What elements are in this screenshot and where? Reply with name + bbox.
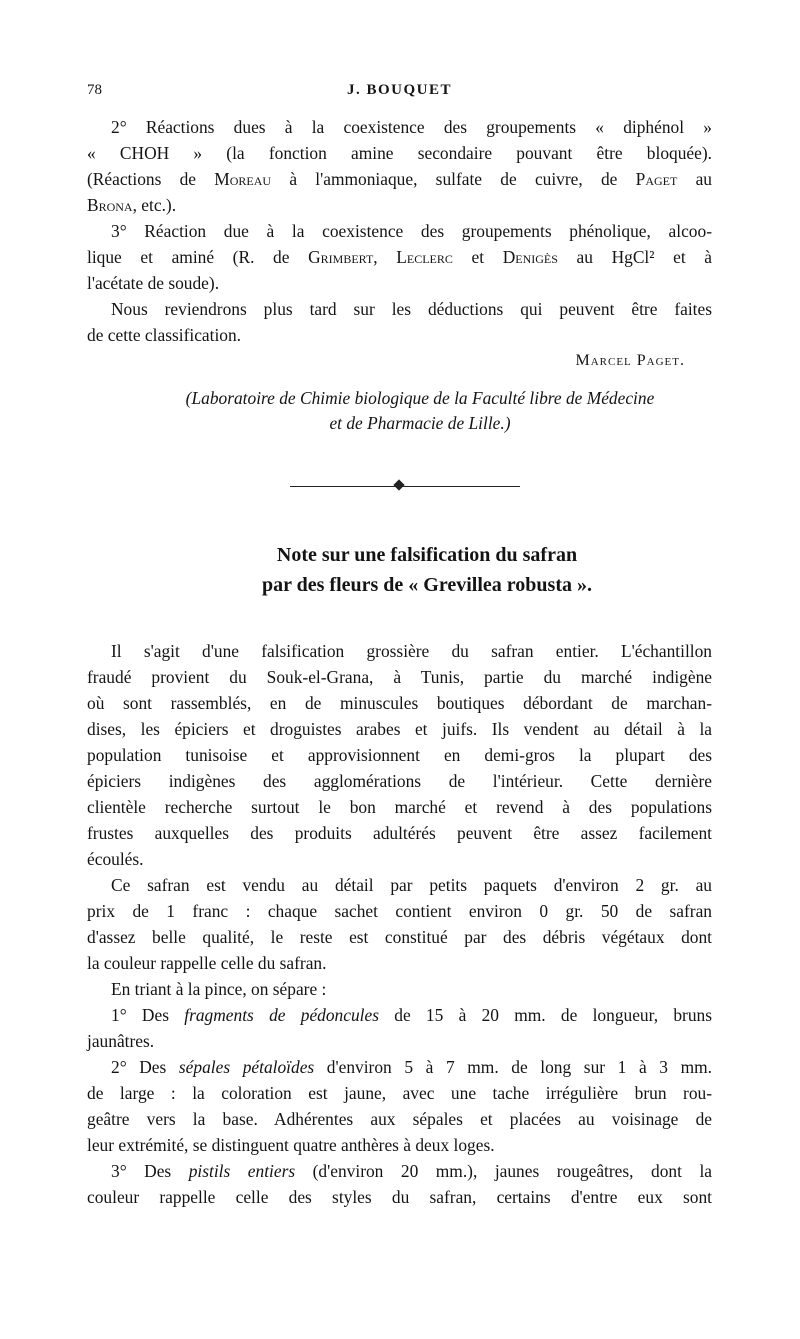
text-line: 2° Des sépales pétaloïdes d'environ 5 à 7 mm. de long sur 1 à 3 mm. bbox=[111, 1057, 712, 1077]
text-line: lique et aminé (R. de Grimbert, Leclerc et Denigès au HgCl² et à bbox=[87, 247, 712, 267]
running-title: J. BOUQUET bbox=[346, 82, 452, 98]
text-line: épiciers indigènes des agglomérations de l'intérieur. Cette dernière bbox=[87, 771, 712, 791]
text-line: 3° Des pistils entiers (d'environ 20 mm.), jaunes rougeâtres, dont la bbox=[111, 1161, 712, 1181]
text-line: clientèle recherche surtout le bon marché et revend à des populations bbox=[87, 797, 712, 817]
text-line: 3° Réaction due à la coexistence des groupements phénolique, alcoo- bbox=[111, 221, 712, 241]
author-signature: Marcel Paget. bbox=[575, 352, 685, 369]
text-line: leur extrémité, se distinguent quatre anthères à deux loges. bbox=[87, 1135, 495, 1155]
text-line: jaunâtres. bbox=[87, 1031, 155, 1051]
affiliation-line: (Laboratoire de Chimie biologique de la Faculté libre de Médecine bbox=[185, 388, 655, 408]
article-title: par des fleurs de « Grevillea robusta ». bbox=[262, 574, 592, 596]
page-number: 78 bbox=[87, 82, 102, 98]
text-line: Ce safran est vendu au détail par petits paquets d'environ 2 gr. au bbox=[111, 875, 712, 895]
text-line: population tunisoise et approvisionnent en demi-gros la plupart des bbox=[87, 745, 712, 765]
text-line: prix de 1 franc : chaque sachet contient environ 0 gr. 50 de safran bbox=[87, 901, 712, 921]
text-line: (Réactions de Moreau à l'ammoniaque, sulfate de cuivre, de Paget au bbox=[87, 169, 712, 189]
text-line: couleur rappelle celle des styles du safran, certains d'entre eux sont bbox=[87, 1187, 712, 1207]
article-title: Note sur une falsification du safran bbox=[276, 544, 578, 566]
text-line: En triant à la pince, on sépare : bbox=[111, 979, 327, 999]
text-line: fraudé provient du Souk-el-Grana, à Tunis, partie du marché indigène bbox=[87, 667, 712, 687]
text-line: de large : la coloration est jaune, avec une tache irrégulière brun rou- bbox=[87, 1083, 712, 1103]
text-line: d'assez belle qualité, le reste est constitué par des débris végétaux dont bbox=[87, 927, 712, 947]
text-line: de cette classification. bbox=[87, 325, 242, 345]
divider-ornament bbox=[393, 479, 404, 490]
affiliation-line: et de Pharmacie de Lille.) bbox=[329, 413, 511, 433]
text-line: Nous reviendrons plus tard sur les déductions qui peuvent être faites bbox=[111, 299, 712, 319]
text-line: geâtre vers la base. Adhérentes aux sépales et placées au voisinage de bbox=[87, 1109, 712, 1129]
text-line: 1° Des fragments de pédoncules de 15 à 20 mm. de longueur, bruns bbox=[111, 1005, 712, 1025]
section-divider bbox=[290, 486, 520, 487]
text-line: dises, les épiciers et droguistes arabes et juifs. Ils vendent au détail à la bbox=[87, 719, 712, 739]
text-line: Brona, etc.). bbox=[87, 195, 177, 215]
text-line: « CHOH » (la fonction amine secondaire pouvant être bloquée). bbox=[87, 143, 712, 163]
text-line: l'acétate de soude). bbox=[87, 273, 220, 293]
text-line: frustes auxquelles des produits adultérés peuvent être assez facilement bbox=[87, 823, 712, 843]
text-line: 2° Réactions dues à la coexistence des groupements « diphénol » bbox=[111, 117, 712, 137]
text-line: Il s'agit d'une falsification grossière du safran entier. L'échantillon bbox=[111, 641, 712, 661]
running-head bbox=[87, 82, 712, 104]
text-line: la couleur rappelle celle du safran. bbox=[87, 953, 327, 973]
text-line: où sont rassemblés, en de minuscules boutiques débordant de marchan- bbox=[87, 693, 712, 713]
text-line: écoulés. bbox=[87, 849, 144, 869]
